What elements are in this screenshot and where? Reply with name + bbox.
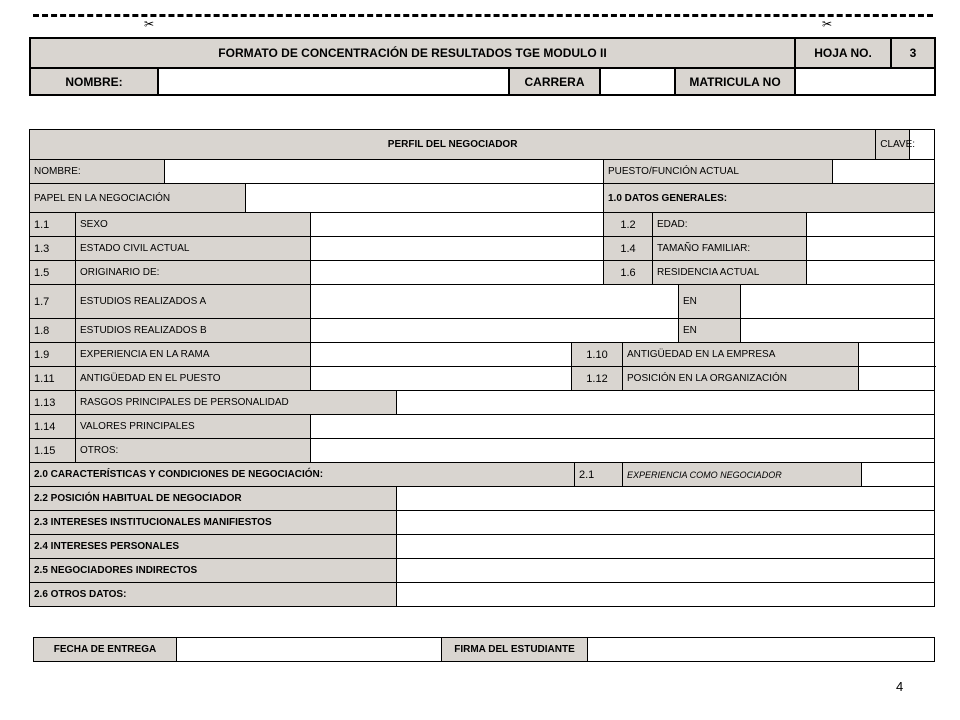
role-field[interactable]: [246, 184, 604, 213]
scissors-icon: ✂: [144, 17, 155, 31]
negotiator-experience-field[interactable]: [862, 463, 935, 487]
profile-name-field[interactable]: [165, 160, 604, 184]
header-table: [29, 37, 936, 96]
item-number: 1.6: [604, 261, 653, 285]
role-label: PAPEL EN LA NEGOCIACIÓN: [30, 184, 246, 213]
personal-interests-label: 2.4 INTERESES PERSONALES: [30, 535, 397, 559]
item-number: 1.5: [30, 261, 76, 285]
personality-traits-label: RASGOS PRINCIPALES DE PERSONALIDAD: [76, 391, 397, 415]
name-field[interactable]: [158, 68, 509, 95]
item-number: 1.15: [30, 439, 76, 463]
key-label: CLAVE:: [876, 130, 910, 160]
position-field[interactable]: [833, 160, 935, 184]
negotiator-profile-form: [29, 129, 935, 607]
usual-position-field[interactable]: [397, 487, 935, 511]
age-label: EDAD:: [653, 213, 807, 237]
company-seniority-label: ANTIGÜEDAD EN LA EMPRESA: [623, 343, 859, 367]
item-number: 1.4: [604, 237, 653, 261]
negotiator-experience-label: EXPERIENCIA COMO NEGOCIADOR: [623, 463, 862, 487]
delivery-table: [33, 637, 935, 662]
family-size-label: TAMAÑO FAMILIAR:: [653, 237, 807, 261]
residence-field[interactable]: [807, 261, 935, 285]
institutional-interests-label: 2.3 INTERESES INSTITUCIONALES MANIFIESTOS: [30, 511, 397, 535]
studies-a-field[interactable]: [311, 285, 679, 319]
section2-title: 2.0 CARACTERÍSTICAS Y CONDICIONES DE NEGOCIACIÓN:: [30, 463, 575, 487]
item-number: 1.3: [30, 237, 76, 261]
residence-label: RESIDENCIA ACTUAL: [653, 261, 807, 285]
form-title: FORMATO DE CONCENTRACIÓN DE RESULTADOS TGE MODULO II: [30, 38, 795, 68]
studies-b-label: ESTUDIOS REALIZADOS B: [76, 319, 311, 343]
item-number: 1.10: [572, 343, 623, 367]
others-field[interactable]: [311, 439, 935, 463]
others-label: OTROS:: [76, 439, 311, 463]
signature-field[interactable]: [588, 638, 935, 662]
studies-a-at-field[interactable]: [741, 285, 935, 319]
profile-name-label: NOMBRE:: [30, 160, 165, 184]
position-label: PUESTO/FUNCIÓN ACTUAL: [604, 160, 833, 184]
position-seniority-label: ANTIGÜEDAD EN EL PUESTO: [76, 367, 311, 391]
studies-a-label: ESTUDIOS REALIZADOS A: [76, 285, 311, 319]
item-number: 1.11: [30, 367, 76, 391]
cut-line: [33, 14, 933, 17]
other-data-label: 2.6 OTROS DATOS:: [30, 583, 397, 607]
page-number: 4: [896, 679, 904, 694]
general-data-title: 1.0 DATOS GENERALES:: [604, 184, 935, 213]
personality-traits-field[interactable]: [397, 391, 935, 415]
sheet-number: 3: [891, 38, 935, 68]
profile-title: PERFIL DEL NEGOCIADOR: [30, 130, 876, 160]
delivery-date-field[interactable]: [177, 638, 442, 662]
organization-position-field[interactable]: [859, 367, 935, 391]
origin-field[interactable]: [311, 261, 604, 285]
marital-status-label: ESTADO CIVIL ACTUAL: [76, 237, 311, 261]
institutional-interests-field[interactable]: [397, 511, 935, 535]
studies-b-field[interactable]: [311, 319, 679, 343]
item-number: 1.14: [30, 415, 76, 439]
item-number: 1.7: [30, 285, 76, 319]
values-label: VALORES PRINCIPALES: [76, 415, 311, 439]
item-number: 1.12: [572, 367, 623, 391]
id-field[interactable]: [795, 68, 935, 95]
item-number: 1.13: [30, 391, 76, 415]
name-label: NOMBRE:: [30, 68, 158, 95]
branch-experience-label: EXPERIENCIA EN LA RAMA: [76, 343, 311, 367]
career-field[interactable]: [600, 68, 675, 95]
item-number: 1.2: [604, 213, 653, 237]
studies-a-at-label: EN: [679, 285, 741, 319]
position-seniority-field[interactable]: [311, 367, 572, 391]
other-data-field[interactable]: [397, 583, 935, 607]
origin-label: ORIGINARIO DE:: [76, 261, 311, 285]
sheet-label: HOJA NO.: [795, 38, 891, 68]
scissors-icon: ✂: [822, 17, 833, 31]
sex-field[interactable]: [311, 213, 604, 237]
usual-position-label: 2.2 POSICIÓN HABITUAL DE NEGOCIADOR: [30, 487, 397, 511]
values-field[interactable]: [311, 415, 935, 439]
company-seniority-field[interactable]: [859, 343, 935, 367]
family-size-field[interactable]: [807, 237, 935, 261]
item-number: 1.1: [30, 213, 76, 237]
organization-position-label: POSICIÓN EN LA ORGANIZACIÓN: [623, 367, 859, 391]
studies-b-at-label: EN: [679, 319, 741, 343]
studies-b-at-field[interactable]: [741, 319, 935, 343]
item-number: 2.1: [575, 463, 623, 487]
career-label: CARRERA: [509, 68, 600, 95]
delivery-date-label: FECHA DE ENTREGA: [34, 638, 177, 662]
signature-label: FIRMA DEL ESTUDIANTE: [442, 638, 588, 662]
item-number: 1.9: [30, 343, 76, 367]
sex-label: SEXO: [76, 213, 311, 237]
age-field[interactable]: [807, 213, 935, 237]
item-number: 1.8: [30, 319, 76, 343]
personal-interests-field[interactable]: [397, 535, 935, 559]
marital-status-field[interactable]: [311, 237, 604, 261]
indirect-negotiators-label: 2.5 NEGOCIADORES INDIRECTOS: [30, 559, 397, 583]
id-label: MATRICULA NO: [675, 68, 795, 95]
indirect-negotiators-field[interactable]: [397, 559, 935, 583]
branch-experience-field[interactable]: [311, 343, 572, 367]
